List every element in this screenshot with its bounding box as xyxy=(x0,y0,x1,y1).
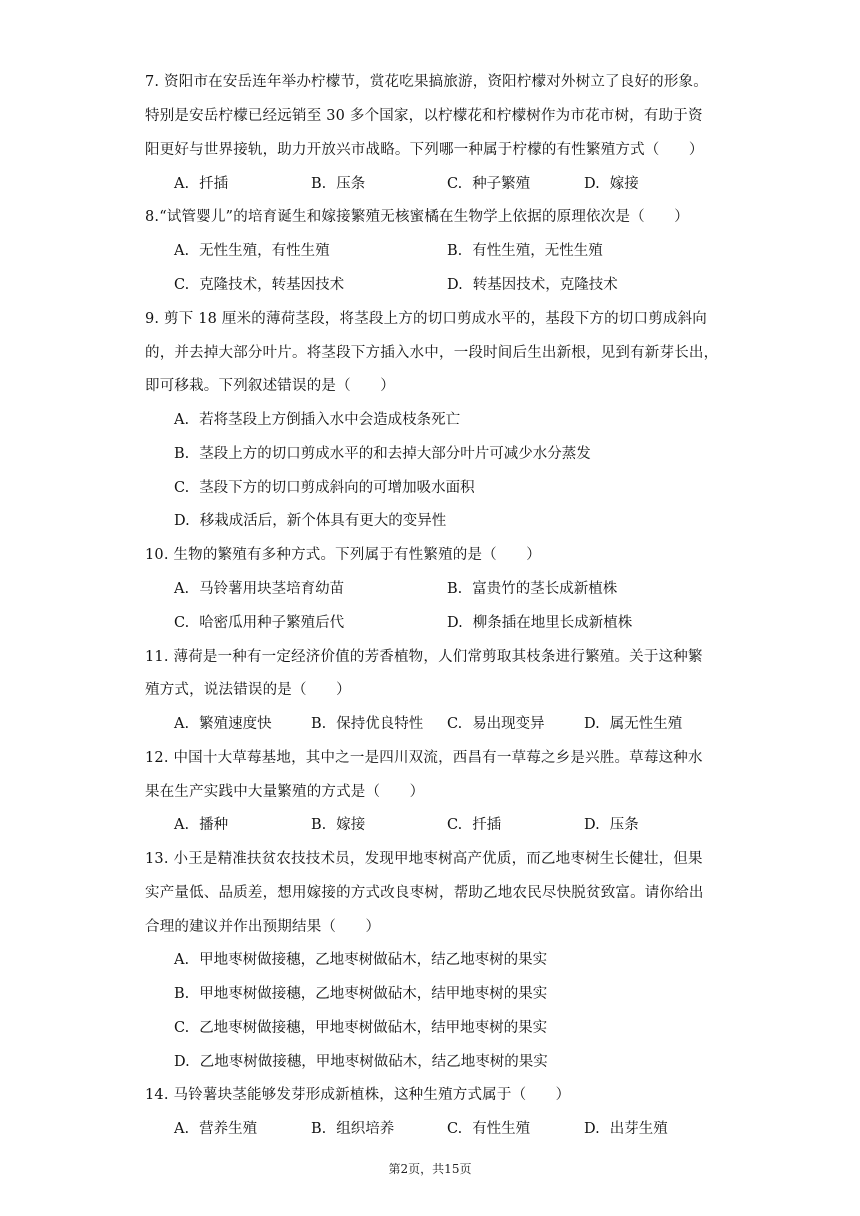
question-7-option-a xyxy=(174,174,228,194)
question-7-option-c xyxy=(447,174,530,194)
option-letter: A. xyxy=(174,412,190,428)
option-letter: A. xyxy=(174,716,190,732)
question-14-option-a xyxy=(174,1119,257,1139)
page-number-footer: 第2页，共15页 xyxy=(388,1162,472,1176)
option-text: 乙地枣树做接穗，甲地枣树做砧木，结甲地枣树的果实 xyxy=(199,1020,548,1036)
question-13-line-1: 13. 小王是精准扶贫农技技术员，发现甲地枣树高产优质，而乙地枣树生长健壮，但果 xyxy=(145,851,703,867)
option-text: 保持优良特性 xyxy=(336,716,424,732)
question-8-line-1: 8.“试管婴儿”的培育诞生和嫁接繁殖无核蜜橘在生物学上依据的原理依次是（ ） xyxy=(145,209,689,225)
option-text: 茎段上方的切口剪成水平的和去掉大部分叶片可减少水分蒸发 xyxy=(199,446,591,462)
option-text: 茎段下方的切口剪成斜向的可增加吸水面积 xyxy=(199,480,475,496)
option-letter: A. xyxy=(174,581,190,597)
question-14-option-d xyxy=(584,1119,668,1139)
question-11-option-c xyxy=(447,714,545,734)
question-13-option-b xyxy=(174,984,547,1004)
question-8-option-c xyxy=(174,275,344,295)
question-14-option-c xyxy=(447,1119,530,1139)
option-text: 哈密瓜用种子繁殖后代 xyxy=(199,615,345,631)
question-12-option-d xyxy=(584,815,639,835)
option-text: 扦插 xyxy=(199,176,229,192)
question-13-line-3: 合理的建议并作出预期结果（ ） xyxy=(145,919,381,935)
question-8-option-d xyxy=(447,275,618,295)
question-7-line-3: 阳更好与世界接轨，助力开放兴市战略。下列哪一种属于柠檬的有性繁殖方式（ ） xyxy=(145,142,704,158)
option-text: 嫁接 xyxy=(336,817,366,833)
option-letter: B. xyxy=(311,176,327,192)
option-text: 组织培养 xyxy=(336,1121,395,1137)
question-9-option-c xyxy=(174,478,475,498)
option-text: 富贵竹的茎长成新植株 xyxy=(472,581,618,597)
option-text: 营养生殖 xyxy=(199,1121,258,1137)
question-12-option-c xyxy=(447,815,501,835)
question-9-line-1: 9. 剪下 18 厘米的薄荷茎段，将茎段上方的切口剪成水平的，基段下方的切口剪成斜向 xyxy=(145,311,708,327)
question-13-line-2: 实产量低、品质差，想用嫁接的方式改良枣树，帮助乙地农民尽快脱贫致富。请你给出 xyxy=(145,885,704,901)
option-letter: C. xyxy=(174,480,190,496)
option-text: 播种 xyxy=(199,817,229,833)
question-8-option-a xyxy=(174,241,330,261)
option-letter: D. xyxy=(447,277,463,293)
question-12-line-2: 果在生产实践中大量繁殖的方式是（ ） xyxy=(145,784,425,800)
option-text: 种子繁殖 xyxy=(472,176,531,192)
option-text: 移栽成活后，新个体具有更大的变异性 xyxy=(199,513,447,529)
question-11-option-d xyxy=(584,714,682,734)
option-text: 无性生殖，有性生殖 xyxy=(199,243,330,259)
option-letter: D. xyxy=(584,1121,600,1137)
question-10-option-b xyxy=(447,579,617,599)
option-text: 属无性生殖 xyxy=(609,716,683,732)
option-letter: B. xyxy=(447,581,463,597)
question-7-option-d xyxy=(584,174,639,194)
option-letter: C. xyxy=(447,1121,463,1137)
option-letter: B. xyxy=(174,986,190,1002)
option-text: 易出现变异 xyxy=(472,716,545,732)
question-10-option-d xyxy=(447,613,632,633)
option-letter: A. xyxy=(174,176,190,192)
option-letter: D. xyxy=(584,716,600,732)
option-text: 柳条插在地里长成新植株 xyxy=(472,615,633,631)
option-text: 甲地枣树做接穗，乙地枣树做砧木，结甲地枣树的果实 xyxy=(199,986,548,1002)
question-9-line-2: 的，并去掉大部分叶片。将茎段下方插入水中，一段时间后生出新根，见到有新芽长出， xyxy=(145,345,719,361)
option-text: 转基因技术，克隆技术 xyxy=(472,277,618,293)
question-8-option-b xyxy=(447,241,603,261)
question-7-line-2: 特别是安岳柠檬已经远销至 30 多个国家，以柠檬花和柠檬树作为市花市树，有助于资 xyxy=(145,108,703,124)
question-12-line-1: 12. 中国十大草莓基地，其中之一是四川双流，西昌有一草莓之乡是兴胜。草莓这种水 xyxy=(145,750,703,766)
option-letter: D. xyxy=(447,615,463,631)
option-letter: C. xyxy=(174,1020,190,1036)
option-letter: A. xyxy=(174,1121,190,1137)
question-9-line-3: 即可移栽。下列叙述错误的是（ ） xyxy=(145,378,395,394)
option-letter: C. xyxy=(174,615,190,631)
option-text: 压条 xyxy=(609,817,639,833)
question-14-line-1: 14. 马铃薯块茎能够发芽形成新植株，这种生殖方式属于（ ） xyxy=(145,1087,571,1103)
option-letter: D. xyxy=(584,817,600,833)
option-letter: D. xyxy=(584,176,600,192)
option-text: 压条 xyxy=(336,176,366,192)
option-text: 甲地枣树做接穗，乙地枣树做砧木，结乙地枣树的果实 xyxy=(199,952,548,968)
option-text: 若将茎段上方倒插入水中会造成枝条死亡 xyxy=(199,412,461,428)
question-12-option-a xyxy=(174,815,228,835)
question-11-option-b xyxy=(311,714,423,734)
question-7-option-b xyxy=(311,174,365,194)
option-letter: A. xyxy=(174,243,190,259)
option-letter: B. xyxy=(174,446,190,462)
option-letter: B. xyxy=(447,243,463,259)
question-9-option-a xyxy=(174,410,460,430)
question-11-line-1: 11. 薄荷是一种有一定经济价值的芳香植物，人们常剪取其枝条进行繁殖。关于这种繁 xyxy=(145,649,703,665)
option-letter: A. xyxy=(174,817,190,833)
option-letter: B. xyxy=(311,716,327,732)
option-letter: C. xyxy=(447,716,463,732)
option-text: 扦插 xyxy=(472,817,502,833)
option-letter: A. xyxy=(174,952,190,968)
question-11-option-a xyxy=(174,714,272,734)
option-text: 有性生殖，无性生殖 xyxy=(472,243,603,259)
question-12-option-b xyxy=(311,815,365,835)
question-9-option-d xyxy=(174,511,446,531)
question-11-line-2: 殖方式，说法错误的是（ ） xyxy=(145,682,351,698)
option-letter: B. xyxy=(311,817,327,833)
question-13-option-a xyxy=(174,950,547,970)
question-7-line-1: 7. 资阳市在安岳连年举办柠檬节，赏花吃果搞旅游，资阳柠檬对外树立了良好的形象。 xyxy=(145,74,708,90)
question-14-option-b xyxy=(311,1119,394,1139)
question-13-option-d xyxy=(174,1052,548,1072)
option-text: 有性生殖 xyxy=(472,1121,531,1137)
option-letter: D. xyxy=(174,1054,190,1070)
option-text: 繁殖速度快 xyxy=(199,716,272,732)
question-10-line-1: 10. 生物的繁殖有多种方式。下列属于有性繁殖的是（ ） xyxy=(145,547,541,563)
option-text: 克隆技术，转基因技术 xyxy=(199,277,345,293)
option-letter: C. xyxy=(174,277,190,293)
option-letter: C. xyxy=(447,176,463,192)
option-letter: C. xyxy=(447,817,463,833)
option-letter: D. xyxy=(174,513,190,529)
option-text: 乙地枣树做接穗，甲地枣树做砧木，结乙地枣树的果实 xyxy=(199,1054,548,1070)
question-9-option-b xyxy=(174,444,591,464)
question-10-option-c xyxy=(174,613,344,633)
option-text: 出芽生殖 xyxy=(609,1121,668,1137)
option-text: 马铃薯用块茎培育幼苗 xyxy=(199,581,345,597)
option-letter: B. xyxy=(311,1121,327,1137)
question-10-option-a xyxy=(174,579,344,599)
question-13-option-c xyxy=(174,1018,547,1038)
option-text: 嫁接 xyxy=(609,176,639,192)
